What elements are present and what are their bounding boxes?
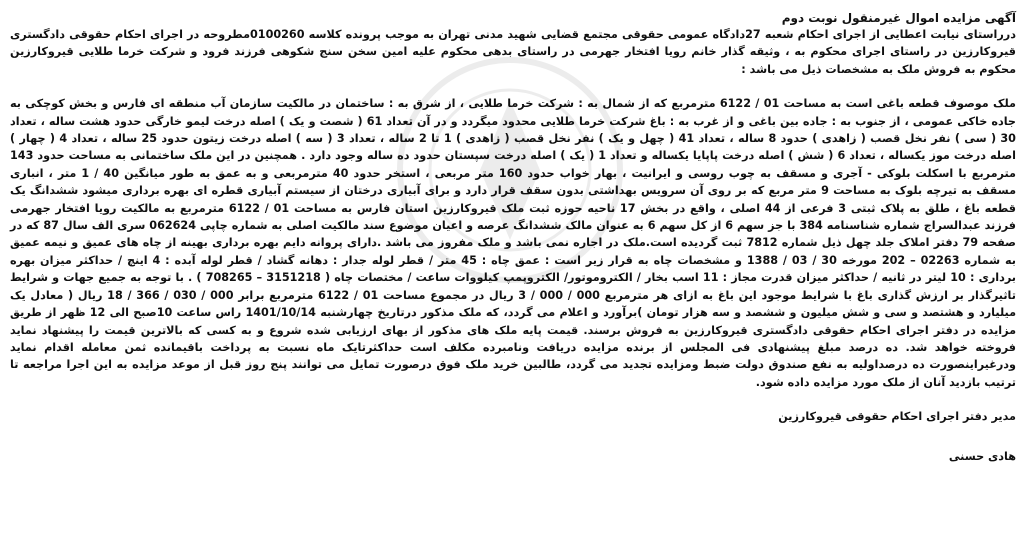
notice-title: آگهی مزایده اموال غیرمنقول نوبت دوم: [781, 11, 1016, 25]
notice-body-paragraph: ملک موصوف قطعه باغی است به مساحت 01 / 6122 مترمربع که از شمال به : شرکت خرما طلایی ، از شرق به : ساختمان در مالکیت سازمان آب منطقه ای فارس و بخش کوچکی به جاده خاکی عمومی ، از جنوب به : جاده بین باغی و از غرب به : باغ شرکت خرما طلایی محدود میگردد و در آن تعداد 61 ( شصت و یک ) اصله درخت لیمو خارگی حدود هشت ساله ، تعداد 30 ( سی ) نفر نخل قصب ( زاهدی ) حدود 8 ساله ، تعداد 41 ( چهل و یک ) نفر نخل قصب ( زاهدی ) 1 تا 2 ساله ، تعداد 3 ( سه ) اصله درخت زیتون حدود 25 ساله ، تعداد 4 ( چهار ) اصله درخت موز یکساله ، تعداد 6 ( شش ) اصله درخت پاپایا یکساله و تعداد 1 ( یک ) اصله درخت سپستان حدود ده ساله وجود دارد . همچنین در این ملک ساختمانی به مساحت حدود 143 مترمربع با اسکلت بلوکی - آجری و مسقف به چوب روسی و ایرانیت ، بهار خواب حدود 160 متر مربعی ، استخر حدود 40 مترمربعی و به عمق به طور میانگین 40 / 1 متر ، انباری مسقف به تیرچه بلوک به مساحت 9 متر مربع که بر روی آن سرویس بهداشتی بدون سقف قرار دارد و برای آبیاری درختان از سیستم آبیاری قطره ای بهره برداری میشود ششدانگ یک قطعه باغ ، طلق به پلاک ثبتی 3 فرعی از 44 اصلی ، واقع در بخش 17 ناحیه حوزه ثبت ملک قیروکارزین استان فارس به مساحت 01 / 6122 مترمربع به مالکیت رویا افتخار جهرمی فرزند عبدالسراج شماره شناسنامه 384 با جز سهم 6 از کل سهم 6 به عنوان مالک ششدانگ عرصه و اعیان موضوع سند مالکیت اصلی به شماره چاپی 062624 سری الف سال 87 که در صفحه 79 دفتر املاک جلد چهل ذیل شماره 7812 ثبت گردیده است.ملک در اجاره نمی باشد و ملک مفروز می باشد .دارای پروانه دایم بهره برداری بهینه از چاه های عمیق و نیمه عمیق به شماره 02263 – 202 مورخه 30 / 03 / 1388 و مشخصات چاه به قرار زیر است : عمق چاه : 45 متر / قطر لوله جدار : دهانه گشاد / قطر لوله آبده : 4 اینچ / حداکثر میزان بهره برداری : 10 لیتر در ثانیه / حداکثر میزان قدرت مجاز : 11 اسب بخار / الکتروموتور/ الکتروپمپ کیلووات ساعت / مختصات چاه ( 3151218 – 708265 ) . با توجه به جمیع جهات و شرایط تاثیرگذار بر ارزش گذاری باغ با شرایط موجود این باغ به ازای هر مترمربع 000 / 000 / 3 ریال در مجموع مساحت 01 / 6122 مترمربع برابر 000 / 030 / 366 / 18 ریال ( معادل یک میلیارد و هشتصد و سی و شش میلیون و ششصد و سه هزار تومان )برآورد و اعلام می گردد، که ملک مذکور درتاریخ چهارشنبه 1401/10/14 راس ساعت 10صبح الی 12 ظهر از طریق مزایده در دفتر اجرای احکام حقوقی دادگستری قیروکارزین به فروش برسند. قیمت پایه ملک های مذکور از بهای ارزیابی شده شروع و به کسی که بالاترین قیمت را پیشنهاد نماید فروخته خواهد شد. ده درصد مبلغ پیشنهادی فی المجلس از برنده مزایده دریافت ونامبرده مکلف است حداکثرتایک ماه نسبت به پرداخت باقیمانده ثمن معامله اقدام نماید ودرغیراینصورت ده درصداولیه به نفع صندوق دولت ضبط ومزایده تجدید می گردد، طالبین خرید ملک فوق درصورت تمایل می توانند پنج روز قبل از موعد مزایده به این اجرا مراجعه تا ترتیب بازدید آنان از ملک مورد مزایده داده شود.: [10, 97, 1016, 389]
signature-office: مدیر دفتر اجرای احکام حقوقی قیروکارزین: [778, 410, 1016, 424]
signature-name: هادی حسنی: [948, 449, 1016, 463]
notice-intro-paragraph: درراستای نیابت اعطایی از اجرای احکام شعبه 27دادگاه عمومی حقوقی مجتمع قضایی شهید مدنی تهران به موجب پرونده کلاسه 0100260مطروحه در اجرای احکام حقوقی دادگستری قیروکارزین در راستای اجرای محکوم به ، وثیقه گذار خانم رویا افتخار جهرمی در راستای بدهی محکوم علیه امین سخن سنج شکوهی فرزند فرود و شرکت خرما طلایی قیروکارزین محکوم به فروش ملک به مشخصات ذیل می باشد :: [10, 28, 1016, 76]
